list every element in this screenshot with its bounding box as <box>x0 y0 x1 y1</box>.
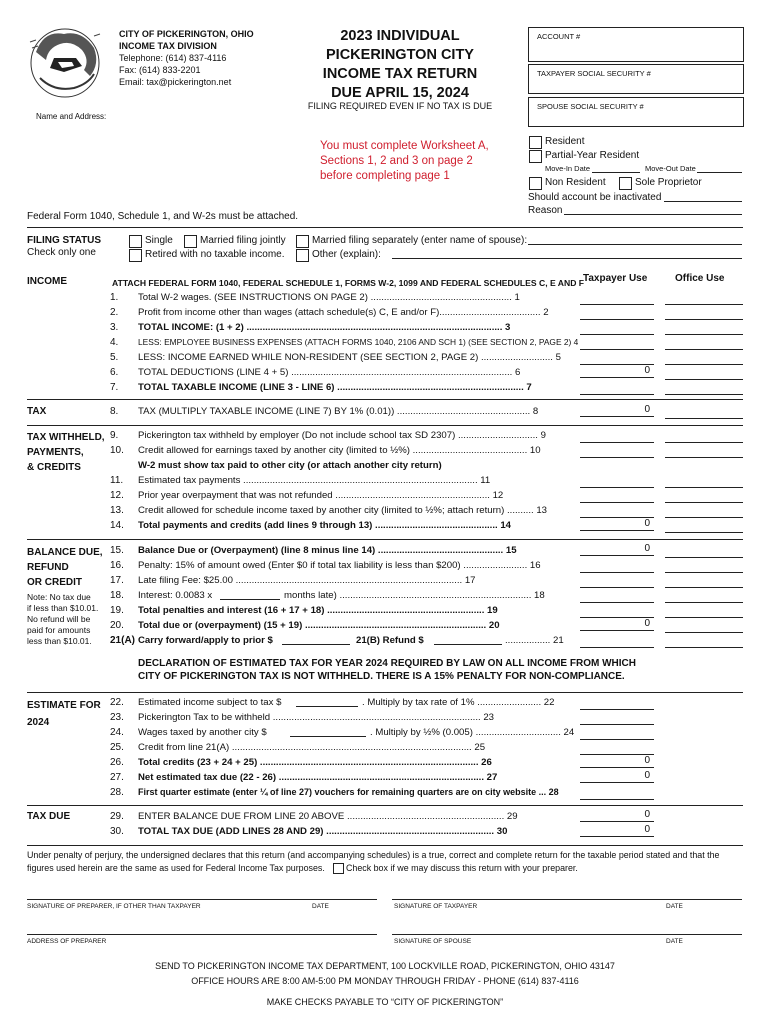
move-out-field[interactable] <box>697 172 742 173</box>
attachment-note: Federal Form 1040, Schedule 1, and W-2s must be attached. <box>27 211 299 222</box>
line-27-taxpayer-field[interactable]: 0 <box>580 768 654 783</box>
married-separately-checkbox[interactable] <box>296 235 309 248</box>
worksheet-notice: You must complete Worksheet A, Sections 1, 2 and 3 on page 2 before completing page 1 <box>320 140 489 182</box>
months-late-field[interactable] <box>220 599 280 600</box>
line-18-office-field <box>665 588 743 603</box>
preparer-address-line[interactable] <box>27 934 377 935</box>
line-26-taxpayer-field[interactable]: 0 <box>580 753 654 768</box>
other-checkbox[interactable] <box>296 249 309 262</box>
city-name: CITY OF PICKERINGTON, OHIO <box>119 29 254 39</box>
line-2-taxpayer-field[interactable] <box>580 305 654 320</box>
line-5-office-field <box>665 350 743 365</box>
sole-proprietor-checkbox[interactable] <box>619 177 632 190</box>
line-21-office-field <box>665 633 743 648</box>
line-12-office-field <box>665 488 743 503</box>
line-4-office-field <box>665 335 743 350</box>
line-8-taxpayer-field[interactable]: 0 <box>580 402 654 417</box>
move-out-label: Move-Out Date <box>645 164 696 173</box>
line-24-taxpayer-field[interactable] <box>580 725 654 740</box>
line-10-taxpayer-field[interactable] <box>580 443 654 458</box>
filing-required-note: FILING REQUIRED EVEN IF NO TAX IS DUE <box>307 101 493 111</box>
married-jointly-checkbox[interactable] <box>184 235 197 248</box>
line-15-taxpayer-field[interactable]: 0 <box>580 541 654 556</box>
sole-proprietor-label: Sole Proprietor <box>635 177 702 188</box>
carry-forward-field[interactable] <box>282 644 350 645</box>
form-title: 2023 INDIVIDUAL PICKERINGTON CITY INCOME TAX RETURN DUE APRIL 15, 2024 <box>322 28 478 101</box>
line-11-taxpayer-field[interactable] <box>580 473 654 488</box>
taxpayer-signature-label: SIGNATURE OF TAXPAYER <box>394 903 478 910</box>
line-18-taxpayer-field[interactable] <box>580 588 654 603</box>
non-resident-label: Non Resident <box>545 177 606 188</box>
spouse-date-label: DATE <box>666 938 683 945</box>
line-6-office-field <box>665 365 743 380</box>
line-3-taxpayer-field[interactable] <box>580 320 654 335</box>
income-section-label: INCOME <box>27 276 67 287</box>
line-22-taxpayer-field[interactable] <box>580 695 654 710</box>
discuss-with-preparer-label: Check box if we may discuss this return with your preparer. <box>346 863 578 873</box>
fax: Fax: (614) 833-2201 <box>119 65 201 75</box>
line-1-office-field <box>665 290 743 305</box>
estimate-section-label: ESTIMATE FOR 2024 <box>27 700 101 728</box>
email: Email: tax@pickerington.net <box>119 77 232 87</box>
divider <box>27 399 743 400</box>
non-resident-checkbox[interactable] <box>529 177 542 190</box>
line-7-taxpayer-field[interactable] <box>580 380 654 395</box>
tax-section-label: TAX <box>27 406 47 417</box>
perjury-statement: Under penalty of perjury, the undersigned declares that this return (and accompanying schedules) is a true, correct and complete return for the taxable period stated and that the <box>27 850 720 860</box>
line-6-taxpayer-field[interactable]: 0 <box>580 363 654 378</box>
divider <box>27 539 743 540</box>
line-23-taxpayer-field[interactable] <box>580 710 654 725</box>
division-name: INCOME TAX DIVISION <box>119 41 217 51</box>
account-number-field[interactable]: ACCOUNT # <box>528 27 744 62</box>
line-10-office-field <box>665 443 743 458</box>
preparer-address-label: ADDRESS OF PREPARER <box>27 938 107 945</box>
retired-label: Retired with no taxable income. <box>145 249 285 260</box>
w2-note: W-2 must show tax paid to other city (or attach another city return) <box>138 460 442 471</box>
withheld-section-label: TAX WITHHELD, PAYMENTS, & CREDITS <box>27 432 105 473</box>
other-explain-field[interactable] <box>392 258 742 259</box>
line-17-taxpayer-field[interactable] <box>580 573 654 588</box>
taxpayer-date-label: DATE <box>666 903 683 910</box>
discuss-with-preparer-checkbox[interactable] <box>333 863 344 874</box>
preparer-date-label: DATE <box>312 903 329 910</box>
mailing-address: SEND TO PICKERINGTON INCOME TAX DEPARTMENT, 100 LOCKVILLE ROAD, PICKERINGTON, OHIO 43147 <box>155 961 615 971</box>
line-2-office-field <box>665 305 743 320</box>
line-19-office-field <box>665 603 743 618</box>
reason-label: Reason <box>528 205 563 216</box>
move-in-label: Move-In Date <box>545 164 591 173</box>
single-checkbox[interactable] <box>129 235 142 248</box>
married-jointly-label: Married filing jointly <box>200 235 286 246</box>
line-12-taxpayer-field[interactable] <box>580 488 654 503</box>
checks-payable: MAKE CHECKS PAYABLE TO “CITY OF PICKERINGTON” <box>266 997 504 1007</box>
line-14-taxpayer-field[interactable]: 0 <box>580 516 654 531</box>
line-29-taxpayer-field[interactable]: 0 <box>580 807 654 822</box>
line-16-office-field <box>665 558 743 573</box>
spouse-signature-line[interactable] <box>392 934 742 935</box>
line-16-taxpayer-field[interactable] <box>580 558 654 573</box>
line-20-office-field <box>665 618 743 633</box>
office-use-header: Office Use <box>675 273 725 284</box>
line-1-taxpayer-field[interactable] <box>580 290 654 305</box>
line-28-taxpayer-field[interactable] <box>580 785 654 800</box>
attach-header: ATTACH FEDERAL FORM 1040, FEDERAL SCHEDULE 1, FORMS W-2, 1099 AND FEDERAL SCHEDULES C, E AND F <box>112 278 585 288</box>
single-label: Single <box>145 235 173 246</box>
preparer-signature-label: SIGNATURE OF PREPARER, IF OTHER THAN TAXPAYER <box>27 903 201 910</box>
divider <box>27 227 743 228</box>
line-20-taxpayer-field[interactable]: 0 <box>580 616 654 631</box>
balance-section-label: BALANCE DUE, REFUND OR CREDIT <box>27 547 103 588</box>
inactivated-field[interactable] <box>664 201 742 202</box>
perjury-statement-2: figures used herein are the same as used for Federal Income Tax purposes. <box>27 863 325 873</box>
line-8-office-field <box>665 404 743 419</box>
office-hours: OFFICE HOURS ARE 8:00 AM-5:00 PM MONDAY THROUGH FRIDAY - PHONE (614) 837-4116 <box>191 976 579 986</box>
line-11-office-field <box>665 473 743 488</box>
line-9-taxpayer-field[interactable] <box>580 428 654 443</box>
divider <box>27 845 743 846</box>
spouse-ssn-field[interactable]: SPOUSE SOCIAL SECURITY # <box>528 97 744 127</box>
preparer-signature-line[interactable] <box>27 899 377 900</box>
line-13-office-field <box>665 503 743 518</box>
name-address-label: Name and Address: <box>36 112 107 121</box>
estimated-tax-declaration: DECLARATION OF ESTIMATED TAX FOR YEAR 2024 REQUIRED BY LAW ON ALL INCOME FROM WHICH CITY OF PICKERINGTON TAX IS NOT WITHHELD. THERE IS A 15% PENALTY FOR NON-COMPLIANCE. <box>138 658 636 682</box>
line-9-office-field <box>665 428 743 443</box>
spouse-name-field[interactable] <box>528 244 742 245</box>
line-15-office-field <box>665 543 743 558</box>
spouse-signature-label: SIGNATURE OF SPOUSE <box>394 938 472 945</box>
retired-checkbox[interactable] <box>129 249 142 262</box>
inactivated-label: Should account be inactivated <box>528 192 662 203</box>
part-year-label: Partial-Year Resident <box>545 150 640 161</box>
line-4-taxpayer-field[interactable] <box>580 335 654 350</box>
divider <box>27 805 743 806</box>
city-seal-logo <box>24 22 106 104</box>
tax-due-section-label: TAX DUE <box>27 811 71 822</box>
line-21-taxpayer-field[interactable] <box>580 633 654 648</box>
reason-field[interactable] <box>564 214 742 215</box>
divider <box>27 692 743 693</box>
no-tax-note: Note: No tax due if less than $10.01. No refund will be paid for amounts less than $10.01. <box>27 592 99 646</box>
taxpayer-ssn-field[interactable]: TAXPAYER SOCIAL SECURITY # <box>528 64 744 94</box>
line-7-office-field <box>665 380 743 395</box>
other-city-wages-field[interactable] <box>290 736 366 737</box>
refund-amount-field[interactable] <box>434 644 502 645</box>
filing-status-sub: Check only one <box>27 247 96 258</box>
resident-checkbox[interactable] <box>529 136 542 149</box>
line-17-office-field <box>665 573 743 588</box>
telephone: Telephone: (614) 837-4116 <box>119 53 227 63</box>
filing-status-heading: FILING STATUS <box>27 235 102 246</box>
divider <box>27 425 743 426</box>
move-in-field[interactable] <box>592 172 640 173</box>
estimated-income-field[interactable] <box>296 706 358 707</box>
taxpayer-signature-line[interactable] <box>392 899 742 900</box>
line-30-taxpayer-field[interactable]: 0 <box>580 822 654 837</box>
taxpayer-use-header: Taxpayer Use <box>583 273 648 284</box>
resident-label: Resident <box>545 136 585 147</box>
line-14-office-field <box>665 518 743 533</box>
line-3-office-field <box>665 320 743 335</box>
married-separately-label: Married filing separately (enter name of spouse): <box>312 235 528 246</box>
other-label: Other (explain): <box>312 249 381 260</box>
part-year-checkbox[interactable] <box>529 150 542 163</box>
